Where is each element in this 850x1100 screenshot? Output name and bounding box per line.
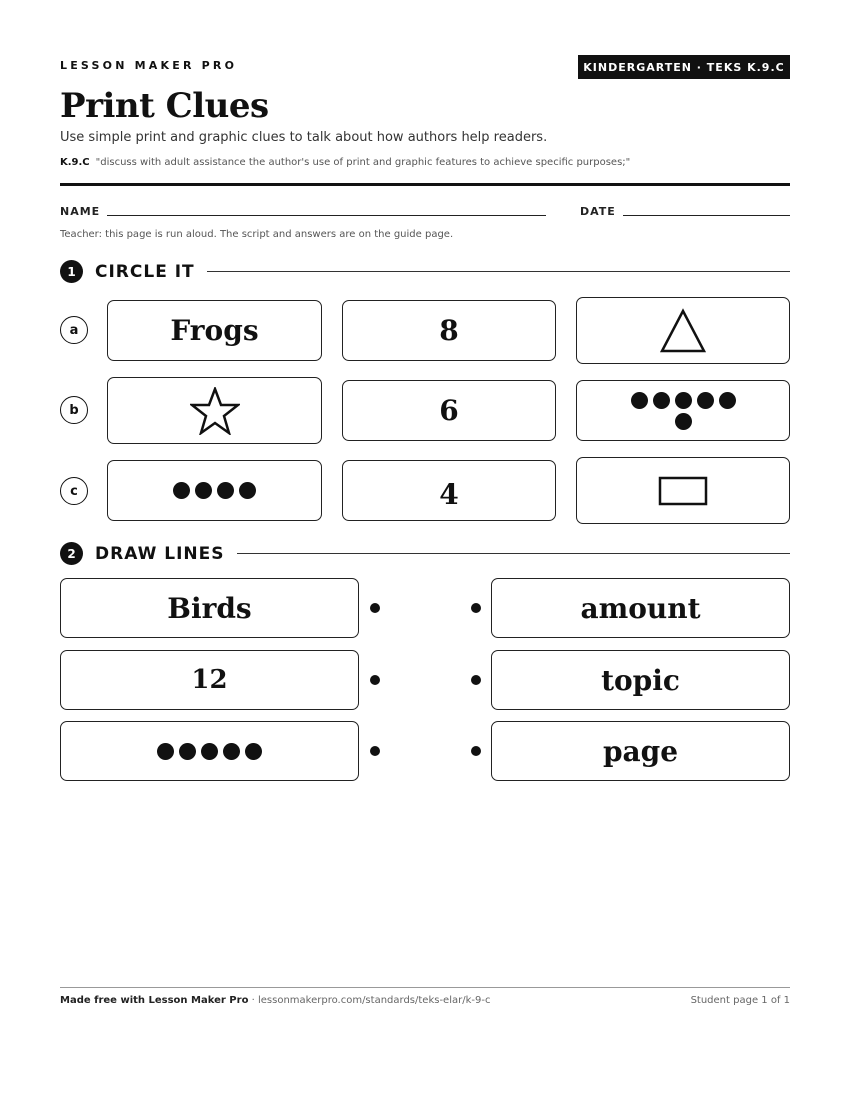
- footer-url: · lessonmakerpro.com/standards/teks-elar/k-9-c: [248, 995, 491, 1006]
- dot: [239, 482, 256, 499]
- section-number: 2: [60, 542, 83, 565]
- dot: [201, 743, 218, 760]
- page-subtitle: Use simple print and graphic clues to talk about how authors help readers.: [60, 130, 548, 145]
- choice-card-c3[interactable]: [576, 457, 790, 524]
- card-word: Birds: [167, 591, 252, 625]
- standard-code: K.9.C: [60, 157, 90, 168]
- card-word: topic: [601, 663, 680, 697]
- section-rule: [237, 553, 790, 554]
- card-number: 4: [439, 478, 459, 511]
- choice-card-a3[interactable]: [576, 297, 790, 364]
- match-right-3[interactable]: [491, 721, 790, 781]
- choice-card-a1[interactable]: [107, 300, 322, 361]
- name-label: NAME: [60, 205, 101, 218]
- match-left-1[interactable]: [60, 578, 359, 638]
- dot: [675, 392, 692, 409]
- dot-group-6: [631, 392, 736, 430]
- section-number: 1: [60, 260, 83, 283]
- dot: [631, 392, 648, 409]
- card-word: amount: [580, 591, 701, 625]
- match-right-2[interactable]: [491, 650, 790, 710]
- connector-dot-left-3[interactable]: [370, 746, 380, 756]
- star-icon: [190, 387, 240, 435]
- connector-dot-left-2[interactable]: [370, 675, 380, 685]
- section-rule: [207, 271, 790, 272]
- section-draw-lines-header: [60, 542, 790, 565]
- triangle-icon: [659, 308, 707, 354]
- choice-card-c2[interactable]: [342, 460, 556, 521]
- dot: [653, 392, 670, 409]
- dot-group-5: [157, 743, 262, 760]
- section-title: CIRCLE IT: [95, 261, 195, 282]
- brand-name: LESSON MAKER PRO: [60, 59, 238, 72]
- dot: [675, 413, 692, 430]
- page-title: Print Clues: [60, 86, 269, 126]
- dot: [697, 392, 714, 409]
- choice-card-b1[interactable]: [107, 377, 322, 444]
- dot: [195, 482, 212, 499]
- match-left-3[interactable]: [60, 721, 359, 781]
- footer-made-with: Made free with Lesson Maker Pro: [60, 995, 249, 1006]
- teacher-note: Teacher: this page is run aloud. The script and answers are on the guide page.: [60, 229, 454, 240]
- card-number: 6: [439, 394, 459, 427]
- choice-card-a2[interactable]: [342, 300, 556, 361]
- dot: [223, 743, 240, 760]
- card-number: 8: [439, 314, 459, 347]
- header-divider: [60, 183, 790, 186]
- dot: [719, 392, 736, 409]
- card-word: Frogs: [170, 314, 259, 347]
- connector-dot-right-3[interactable]: [471, 746, 481, 756]
- connector-dot-right-1[interactable]: [471, 603, 481, 613]
- card-number: 12: [191, 665, 228, 695]
- dot: [245, 743, 262, 760]
- match-right-1[interactable]: [491, 578, 790, 638]
- section-title: DRAW LINES: [95, 543, 225, 564]
- row-letter-b: b: [60, 396, 88, 424]
- row-letter-c: c: [60, 477, 88, 505]
- connector-dot-right-2[interactable]: [471, 675, 481, 685]
- dot: [173, 482, 190, 499]
- match-left-2[interactable]: [60, 650, 359, 710]
- rectangle-icon: [658, 476, 708, 506]
- choice-card-b2[interactable]: [342, 380, 556, 441]
- dot-group-4: [173, 482, 256, 499]
- footer-page-number: Student page 1 of 1: [690, 995, 790, 1006]
- standard-text: "discuss with adult assistance the author's use of print and graphic features to achieve specific purposes;": [95, 157, 631, 168]
- choice-card-b3[interactable]: [576, 380, 790, 441]
- footer-credit: [60, 995, 490, 1006]
- section-circle-it-header: [60, 260, 790, 283]
- name-field[interactable]: [107, 215, 546, 216]
- footer-divider: [60, 987, 790, 988]
- connector-dot-left-1[interactable]: [370, 603, 380, 613]
- dot: [217, 482, 234, 499]
- dot: [157, 743, 174, 760]
- grade-standard-badge: KINDERGARTEN · TEKS K.9.C: [578, 55, 790, 79]
- date-label: DATE: [580, 205, 616, 218]
- dot: [179, 743, 196, 760]
- standard-line: [60, 157, 630, 168]
- choice-card-c1[interactable]: [107, 460, 322, 521]
- date-field[interactable]: [623, 215, 790, 216]
- card-word: page: [602, 734, 679, 768]
- row-letter-a: a: [60, 316, 88, 344]
